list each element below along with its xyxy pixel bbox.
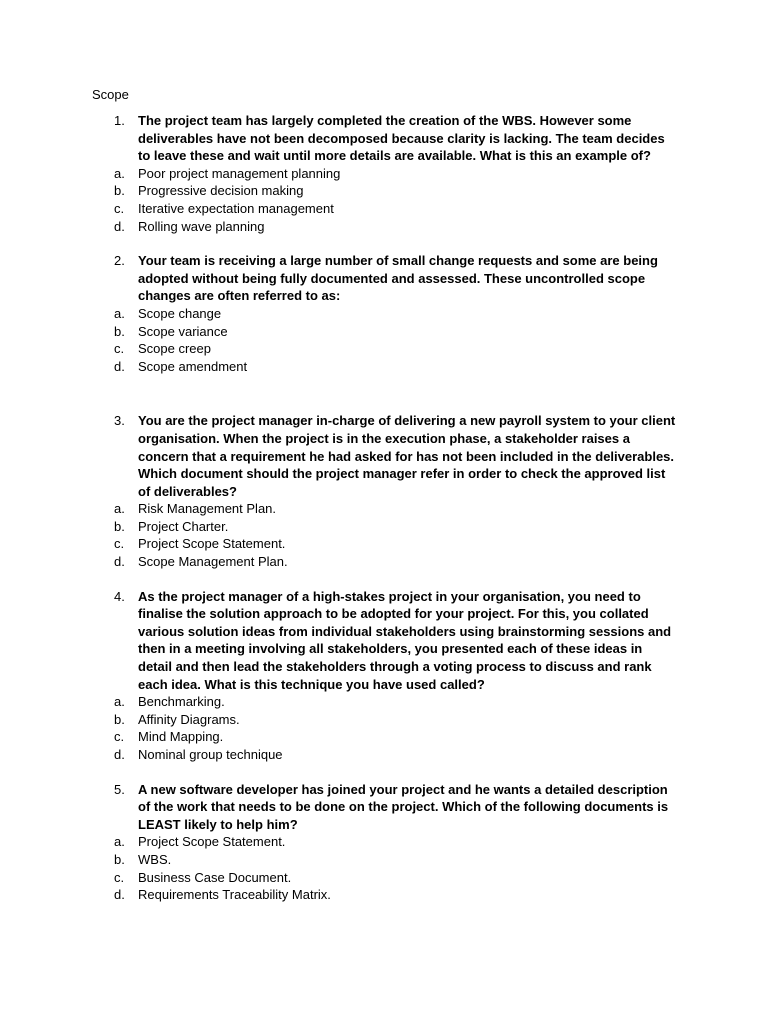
question-stem	[0, 781, 678, 834]
option-letter: d.	[114, 747, 125, 762]
option-letter: a.	[114, 305, 125, 321]
option-c	[0, 535, 768, 553]
option-c	[0, 869, 768, 887]
option-letter: b.	[114, 323, 125, 339]
question-number: 3.	[114, 413, 125, 429]
option-d	[0, 746, 768, 764]
question-4	[0, 588, 768, 764]
question-text: You are the project manager in-charge of delivering a new payroll system to your client organisation. When the project is in the execution phase, a stakeholder raises a concern that a requirement he had asked for has not been included in the deliverables. Which document should the project manager refer in order to check the approved list of deliverables?	[138, 413, 676, 499]
option-text: Scope Management Plan.	[138, 554, 288, 570]
option-letter: d.	[114, 218, 125, 234]
option-a	[0, 305, 768, 323]
question-stem	[0, 252, 678, 305]
option-text: Risk Management Plan.	[138, 501, 277, 517]
option-text: Rolling wave planning	[138, 218, 265, 234]
option-text: Scope amendment	[138, 358, 248, 374]
option-d	[0, 218, 768, 236]
option-letter: d.	[114, 358, 125, 374]
option-c	[0, 200, 768, 218]
question-number: 4.	[114, 588, 125, 604]
question-3	[0, 412, 768, 570]
option-text: Nominal group technique	[138, 747, 283, 762]
option-text: Scope creep	[138, 341, 211, 357]
question-number: 5.	[114, 781, 125, 797]
question-5	[0, 781, 768, 904]
option-letter: a.	[114, 834, 125, 850]
option-text: Business Case Document.	[138, 869, 292, 885]
option-text: Mind Mapping.	[138, 729, 224, 745]
question-stem	[0, 588, 678, 694]
spacer	[0, 571, 768, 588]
option-text: Project Scope Statement.	[138, 536, 286, 552]
question-1	[0, 112, 768, 235]
option-letter: c.	[114, 729, 125, 745]
question-stem	[0, 112, 678, 165]
question-number: 1.	[114, 113, 125, 128]
option-letter: b.	[114, 518, 125, 534]
option-a	[0, 165, 768, 183]
option-letter: c.	[114, 341, 125, 357]
question-2	[0, 252, 768, 375]
option-text: Poor project management planning	[138, 165, 341, 181]
question-text: A new software developer has joined your project and he wants a detailed description of the work that needs to be done on the project. Which of the following documents is LEAST likely to help him?	[138, 781, 669, 832]
option-letter: d.	[114, 554, 125, 570]
option-text: Iterative expectation management	[138, 200, 334, 216]
option-b	[0, 323, 768, 341]
option-letter: c.	[114, 200, 125, 216]
option-d	[0, 553, 768, 571]
option-b	[0, 711, 768, 729]
option-letter: b.	[114, 851, 125, 867]
option-list	[0, 833, 768, 903]
option-c	[0, 728, 768, 746]
option-list	[0, 500, 768, 570]
option-d	[0, 358, 768, 376]
option-text: Progressive decision making	[138, 183, 304, 199]
question-text: The project team has largely completed the creation of the WBS. However some deliverables have not been decomposed because clarity is lacking. The team decides to leave these and wait until more details are available. What is this an example of?	[138, 113, 665, 164]
option-a	[0, 833, 768, 851]
question-text: Your team is receiving a large number of small change requests and some are being adopted without being fully documented and assessed. These uncontrolled scope changes are often referred to as:	[138, 253, 658, 304]
option-text: Requirements Traceability Matrix.	[138, 887, 331, 903]
option-text: Scope change	[138, 305, 222, 321]
question-list	[0, 112, 768, 904]
option-letter: a.	[114, 694, 125, 710]
option-list	[0, 693, 768, 763]
question-text: As the project manager of a high-stakes project in your organisation, you need to finalise the solution approach to be adopted for your project. For this, you collated various solution ideas from individual stakeholders using brainstorming sessions and then in a meeting involving all stakeholders, you presented each of these ideas in detail and then lead the stakeholders through a voting process to discuss and rank each idea. What is this technique you have used called?	[138, 588, 672, 692]
spacer	[0, 764, 768, 781]
option-letter: b.	[114, 183, 125, 199]
option-letter: d.	[114, 887, 125, 903]
option-text: Project Charter.	[138, 518, 229, 534]
option-list	[0, 165, 768, 235]
option-b	[0, 182, 768, 200]
question-number: 2.	[114, 253, 125, 269]
option-text: Affinity Diagrams.	[138, 711, 240, 727]
option-d	[0, 886, 768, 904]
option-a	[0, 693, 768, 711]
question-stem	[0, 412, 678, 500]
spacer	[0, 375, 768, 412]
option-letter: c.	[114, 869, 125, 885]
option-letter: a.	[114, 165, 125, 181]
option-letter: b.	[114, 711, 125, 727]
option-text: WBS.	[138, 851, 172, 867]
page-heading: Scope	[92, 87, 129, 102]
option-b	[0, 851, 768, 869]
option-text: Project Scope Statement.	[138, 834, 286, 850]
spacer	[0, 235, 768, 252]
option-text: Benchmarking.	[138, 694, 225, 710]
option-b	[0, 518, 768, 536]
option-a	[0, 500, 768, 518]
option-list	[0, 305, 768, 375]
option-c	[0, 340, 768, 358]
option-letter: a.	[114, 501, 125, 517]
option-letter: c.	[114, 536, 125, 552]
option-text: Scope variance	[138, 323, 228, 339]
